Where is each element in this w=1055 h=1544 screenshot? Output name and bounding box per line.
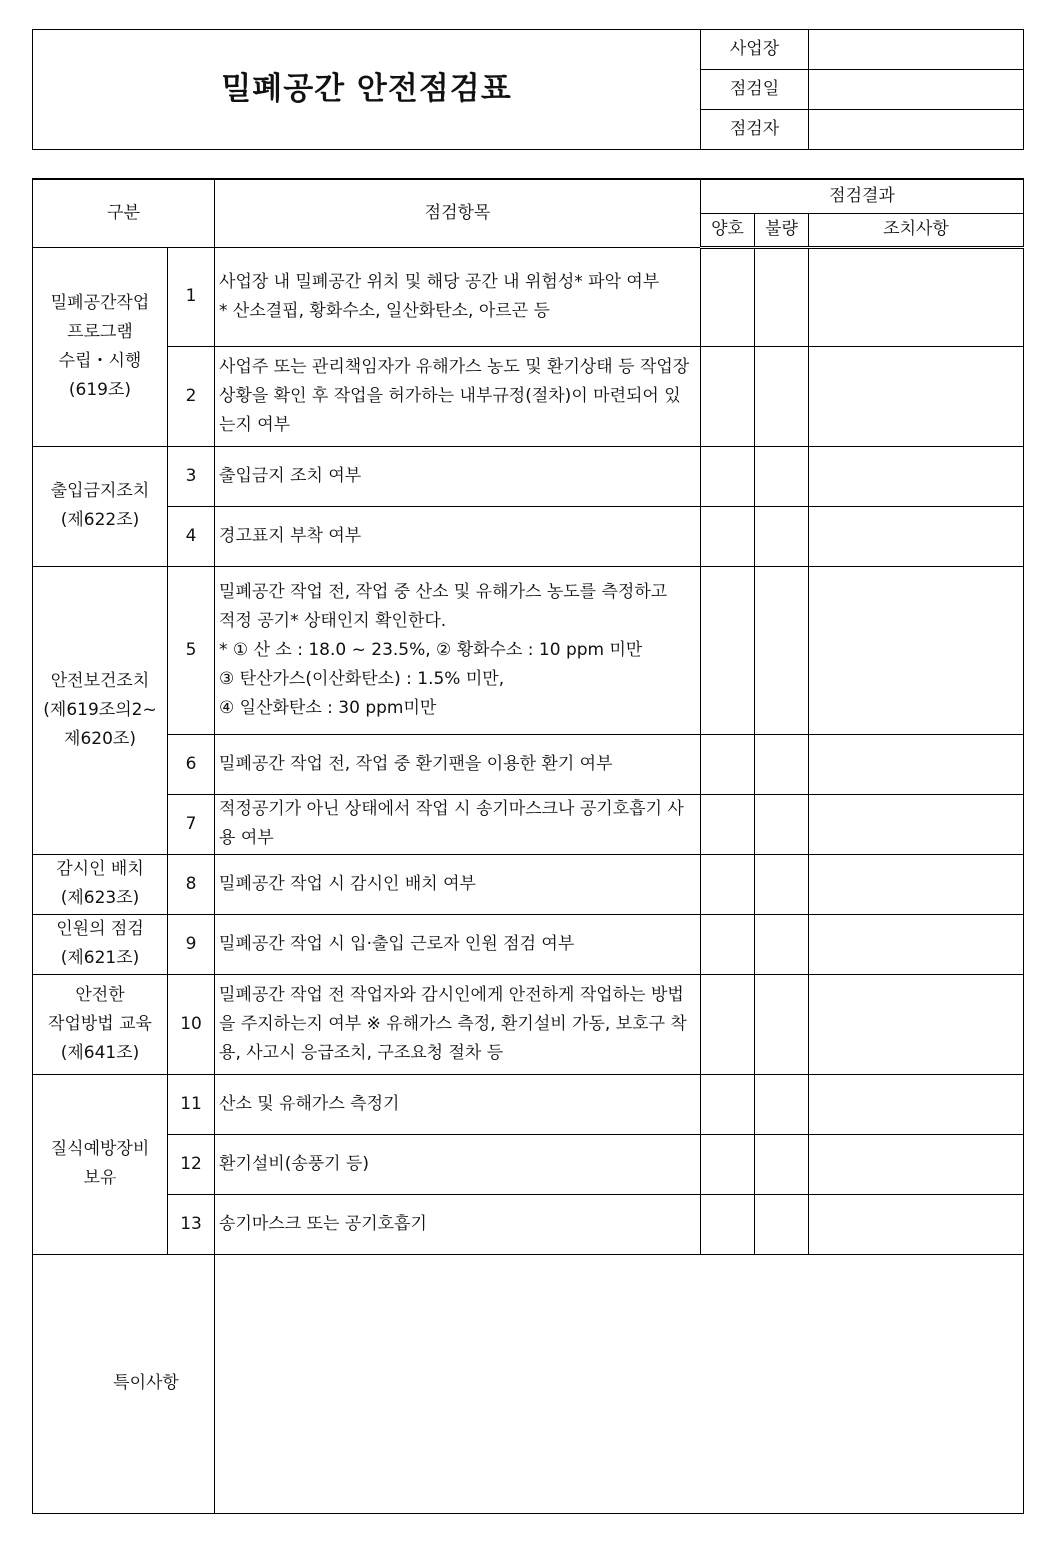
- group-label: 출입금지조치 (제622조): [33, 446, 168, 566]
- action-cell[interactable]: [809, 346, 1024, 446]
- item-number: 11: [168, 1074, 215, 1134]
- item-text: 밀폐공간 작업 시 입·출입 근로자 인원 점검 여부: [215, 914, 701, 974]
- field-value-inspector[interactable]: [809, 110, 1024, 150]
- bad-cell[interactable]: [755, 734, 809, 794]
- item-number: 5: [168, 566, 215, 734]
- item-number: 4: [168, 506, 215, 566]
- group-label: 질식예방장비 보유: [33, 1074, 168, 1254]
- group-label: 안전한 작업방법 교육 (제641조): [33, 974, 168, 1074]
- item-text: 산소 및 유해가스 측정기: [215, 1074, 701, 1134]
- good-cell[interactable]: [701, 1134, 755, 1194]
- col-header-action: 조치사항: [809, 213, 1024, 247]
- group-label: 안전보건조치 (제619조의2~ 제620조): [33, 566, 168, 854]
- bad-cell[interactable]: [755, 1074, 809, 1134]
- item-number: 2: [168, 346, 215, 446]
- item-number: 3: [168, 446, 215, 506]
- good-cell[interactable]: [701, 734, 755, 794]
- col-header-category: 구분: [33, 179, 215, 247]
- action-cell[interactable]: [809, 794, 1024, 854]
- bad-cell[interactable]: [755, 566, 809, 734]
- good-cell[interactable]: [701, 794, 755, 854]
- field-label-workplace: 사업장: [701, 30, 809, 70]
- action-cell[interactable]: [809, 247, 1024, 346]
- group-label: 인원의 점검 (제621조): [33, 914, 168, 974]
- item-text: 환기설비(송풍기 등): [215, 1134, 701, 1194]
- col-header-bad: 불량: [755, 213, 809, 247]
- group-label: 감시인 배치 (제623조): [33, 854, 168, 914]
- bad-cell[interactable]: [755, 794, 809, 854]
- item-number: 6: [168, 734, 215, 794]
- remarks-field[interactable]: [215, 1254, 1024, 1513]
- good-cell[interactable]: [701, 506, 755, 566]
- action-cell[interactable]: [809, 854, 1024, 914]
- bad-cell[interactable]: [755, 914, 809, 974]
- item-text: 사업장 내 밀폐공간 위치 및 해당 공간 내 위험성* 파악 여부 * 산소결핍, 황화수소, 일산화탄소, 아르곤 등: [215, 247, 701, 346]
- bad-cell[interactable]: [755, 974, 809, 1074]
- item-text: 사업주 또는 관리책임자가 유해가스 농도 및 환기상태 등 작업장 상황을 확인 후 작업을 허가하는 내부규정(절차)이 마련되어 있는지 여부: [215, 346, 701, 446]
- bad-cell[interactable]: [755, 1194, 809, 1254]
- field-value-workplace[interactable]: [809, 30, 1024, 70]
- item-text: 적정공기가 아닌 상태에서 작업 시 송기마스크나 공기호흡기 사용 여부: [215, 794, 701, 854]
- good-cell[interactable]: [701, 247, 755, 346]
- action-cell[interactable]: [809, 1074, 1024, 1134]
- item-number: 12: [168, 1134, 215, 1194]
- action-cell[interactable]: [809, 1134, 1024, 1194]
- action-cell[interactable]: [809, 974, 1024, 1074]
- item-number: 9: [168, 914, 215, 974]
- remarks-label-text: 특이사항: [113, 1373, 179, 1393]
- bad-cell[interactable]: [755, 506, 809, 566]
- good-cell[interactable]: [701, 1194, 755, 1254]
- action-cell[interactable]: [809, 446, 1024, 506]
- field-value-date[interactable]: [809, 70, 1024, 110]
- good-cell[interactable]: [701, 566, 755, 734]
- action-cell[interactable]: [809, 566, 1024, 734]
- good-cell[interactable]: [701, 446, 755, 506]
- item-text: 밀폐공간 작업 전, 작업 중 환기팬을 이용한 환기 여부: [215, 734, 701, 794]
- bad-cell[interactable]: [755, 854, 809, 914]
- field-label-date: 점검일: [701, 70, 809, 110]
- action-cell[interactable]: [809, 914, 1024, 974]
- item-text: 출입금지 조치 여부: [215, 446, 701, 506]
- item-number: 13: [168, 1194, 215, 1254]
- item-text: 밀폐공간 작업 전, 작업 중 산소 및 유해가스 농도를 측정하고 적정 공기* 상태인지 확인한다. * ① 산 소 : 18.0 ~ 23.5%, ② 황화수소 : 10 ppm 미만 ③ 탄산가스(이산화탄소) : 1.5% 미만, ④ 일산화탄소 : 30 ppm미만: [215, 566, 701, 734]
- bad-cell[interactable]: [755, 247, 809, 346]
- field-label-inspector: 점검자: [701, 110, 809, 150]
- bad-cell[interactable]: [755, 346, 809, 446]
- item-text: 경고표지 부착 여부: [215, 506, 701, 566]
- good-cell[interactable]: [701, 346, 755, 446]
- action-cell[interactable]: [809, 734, 1024, 794]
- remarks-label: [33, 1254, 215, 1513]
- bad-cell[interactable]: [755, 446, 809, 506]
- item-number: 7: [168, 794, 215, 854]
- item-text: 밀폐공간 작업 시 감시인 배치 여부: [215, 854, 701, 914]
- col-header-item: 점검항목: [215, 179, 701, 247]
- item-number: 8: [168, 854, 215, 914]
- col-header-good: 양호: [701, 213, 755, 247]
- page-title: 밀폐공간 안전점검표: [33, 30, 701, 150]
- good-cell[interactable]: [701, 854, 755, 914]
- action-cell[interactable]: [809, 1194, 1024, 1254]
- good-cell[interactable]: [701, 914, 755, 974]
- col-header-result: 점검결과: [701, 179, 1024, 213]
- item-number: 10: [168, 974, 215, 1074]
- item-text: 송기마스크 또는 공기호흡기: [215, 1194, 701, 1254]
- header-table: [32, 29, 1024, 150]
- item-text: 밀폐공간 작업 전 작업자와 감시인에게 안전하게 작업하는 방법을 주지하는지 여부 ※ 유해가스 측정, 환기설비 가동, 보호구 착용, 사고시 응급조치, 구조요청 절차 등: [215, 974, 701, 1074]
- group-label: 밀폐공간작업 프로그램 수립・시행 (619조): [33, 247, 168, 446]
- good-cell[interactable]: [701, 974, 755, 1074]
- checklist-table: [32, 178, 1024, 1514]
- good-cell[interactable]: [701, 1074, 755, 1134]
- bad-cell[interactable]: [755, 1134, 809, 1194]
- item-number: 1: [168, 247, 215, 346]
- action-cell[interactable]: [809, 506, 1024, 566]
